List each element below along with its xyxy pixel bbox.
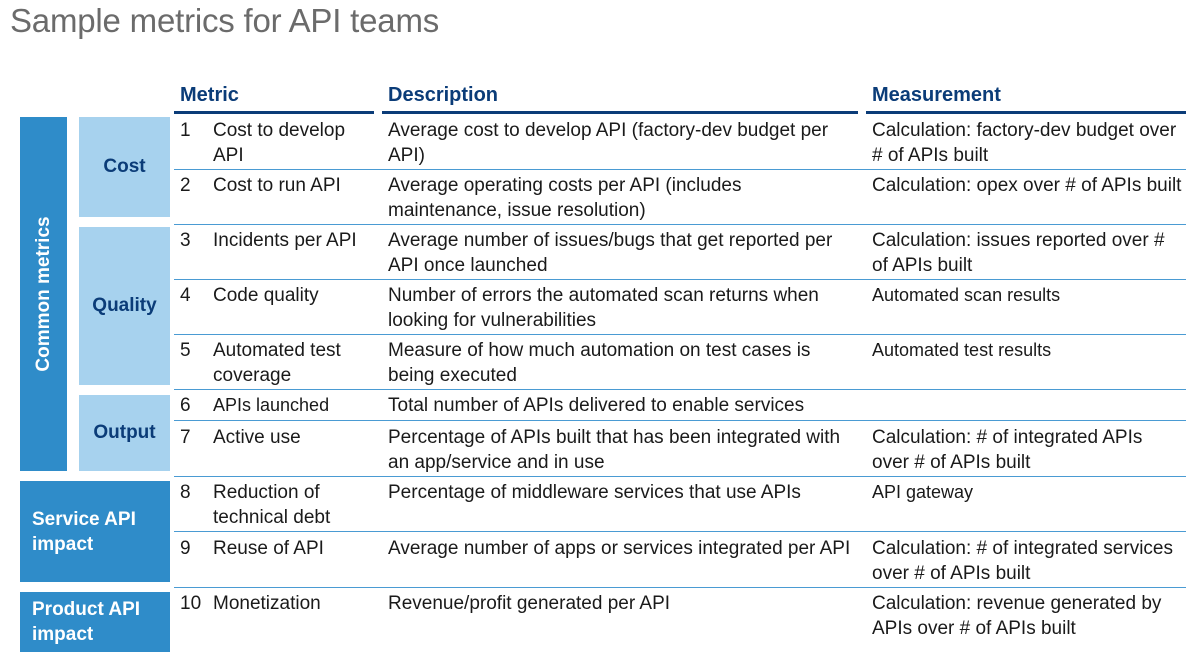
row-5-description: Measure of how much automation on test cases is being executed [388, 340, 811, 386]
header-description: Description [388, 84, 499, 106]
header-rule-metric [174, 111, 374, 114]
row-divider [174, 224, 1186, 225]
row-3-number: 3 [180, 230, 191, 251]
header-rule-measurement [866, 111, 1186, 114]
row-5-number: 5 [180, 340, 191, 361]
group-cost [79, 117, 170, 217]
group-service-api-impact-label: Service API impact [32, 508, 136, 555]
group-cost-label: Cost [103, 156, 146, 177]
row-7-metric: Active use [213, 427, 301, 448]
row-5-metric: Automated test coverage [213, 340, 341, 386]
group-common-metrics-label: Common metrics [32, 216, 54, 372]
row-4-measurement: Automated scan results [872, 285, 1061, 305]
row-divider [174, 389, 1186, 390]
group-output-label: Output [93, 422, 156, 443]
row-divider [174, 531, 1186, 532]
row-1-metric: Cost to develop API [213, 120, 346, 166]
row-2-description: Average operating costs per API (includes maintenance, issue resolution) [388, 175, 742, 221]
header-measurement: Measurement [872, 84, 1001, 106]
row-divider [174, 587, 1186, 588]
row-5-measurement: Automated test results [872, 340, 1052, 360]
group-output [79, 395, 170, 471]
row-2-metric: Cost to run API [213, 175, 341, 196]
row-divider [174, 476, 1186, 477]
row-9-measurement: Calculation: # of integrated services over # of APIs built [872, 538, 1173, 584]
row-6-description: Total number of APIs delivered to enable services [388, 395, 805, 416]
row-9-number: 9 [180, 538, 191, 559]
group-common-metrics [20, 117, 67, 471]
row-8-measurement: API gateway [872, 482, 974, 502]
row-1-description: Average cost to develop API (factory-dev budget per API) [388, 120, 829, 166]
row-9-description: Average number of apps or services integrated per API [388, 538, 851, 559]
row-divider [174, 420, 1186, 421]
row-10-metric: Monetization [213, 593, 321, 614]
row-divider [174, 334, 1186, 335]
row-10-description: Revenue/profit generated per API [388, 593, 671, 614]
row-7-description: Percentage of APIs built that has been integrated with an app/service and in use [388, 427, 841, 473]
page-title: Sample metrics for API teams [10, 2, 440, 39]
row-3-description: Average number of issues/bugs that get reported per API once launched [388, 230, 833, 276]
row-3-measurement: Calculation: issues reported over # of APIs built [872, 230, 1165, 276]
row-4-description: Number of errors the automated scan returns when looking for vulnerabilities [388, 285, 819, 331]
group-product-api-impact [20, 592, 170, 652]
row-2-measurement: Calculation: opex over # of APIs built [872, 175, 1182, 196]
row-10-measurement: Calculation: revenue generated by APIs over # of APIs built [872, 593, 1162, 639]
row-8-metric: Reduction of technical debt [213, 482, 331, 528]
group-quality [79, 227, 170, 385]
header-metric: Metric [180, 84, 239, 106]
row-7-measurement: Calculation: # of integrated APIs over # of APIs built [872, 427, 1143, 473]
row-8-description: Percentage of middleware services that use APIs [388, 482, 801, 503]
group-quality-label: Quality [92, 295, 157, 316]
row-4-metric: Code quality [213, 285, 319, 306]
row-4-number: 4 [180, 285, 191, 306]
row-1-number: 1 [180, 120, 191, 141]
row-8-number: 8 [180, 482, 191, 503]
row-7-number: 7 [180, 427, 191, 448]
row-3-metric: Incidents per API [213, 230, 357, 251]
row-1-measurement: Calculation: factory-dev budget over # of APIs built [872, 120, 1177, 166]
row-6-number: 6 [180, 395, 191, 416]
row-10-number: 10 [180, 593, 202, 614]
row-9-metric: Reuse of API [213, 538, 324, 559]
row-6-metric: APIs launched [213, 395, 330, 415]
row-divider [174, 279, 1186, 280]
group-service-api-impact [20, 481, 170, 582]
row-2-number: 2 [180, 175, 191, 196]
header-rule-description [382, 111, 858, 114]
group-product-api-impact-label: Product API impact [32, 599, 141, 645]
row-divider [174, 169, 1186, 170]
